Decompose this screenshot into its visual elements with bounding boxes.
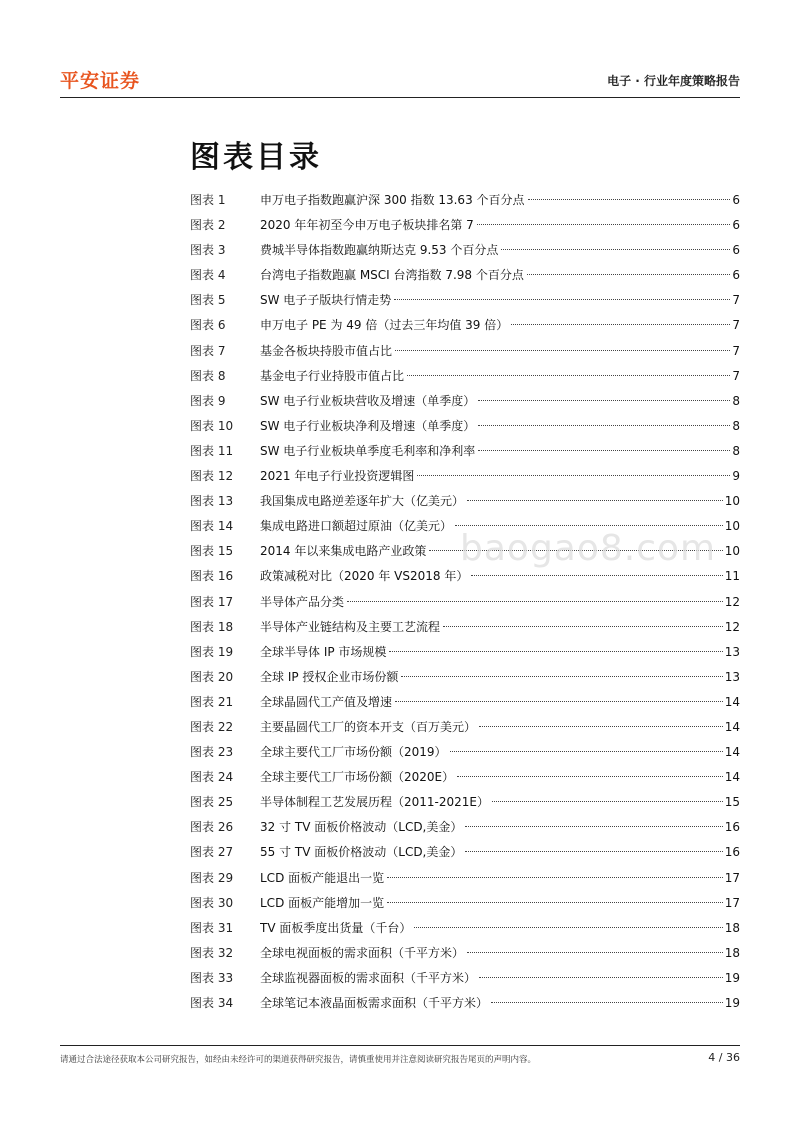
toc-dot-leader	[479, 726, 723, 727]
toc-entry-label: 图表 4	[190, 268, 226, 283]
toc-entry-label: 图表 20	[190, 669, 234, 684]
toc-entry-body	[260, 916, 740, 941]
report-type-label: 电子 · 行业年度策略报告	[607, 74, 740, 88]
toc-dot-leader	[414, 927, 722, 928]
toc-entry[interactable]	[190, 640, 740, 665]
toc-entry-title[interactable]: SW 电子子版块行情走势	[260, 293, 392, 308]
toc-dot-leader	[443, 626, 723, 627]
toc-entry-title[interactable]: 2021 年电子行业投资逻辑图	[260, 469, 415, 484]
toc-entry-title[interactable]: TV 面板季度出货量（千台）	[260, 920, 412, 935]
toc-entry-title[interactable]: 全球晶圆代工产值及增速	[260, 694, 393, 709]
toc-entry-title[interactable]: SW 电子行业板块营收及增速（单季度）	[260, 393, 476, 408]
toc-entry[interactable]	[190, 765, 740, 790]
toc-entry[interactable]	[190, 339, 740, 364]
toc-entry-body	[260, 840, 740, 865]
toc-dot-leader	[429, 550, 722, 551]
toc-entry-page[interactable]: 14	[724, 694, 740, 709]
toc-entry-body	[260, 238, 740, 263]
toc-entry-title[interactable]: 全球半导体 IP 市场规模	[260, 644, 387, 659]
toc-dot-leader	[395, 350, 730, 351]
toc-entry-title[interactable]: 32 寸 TV 面板价格波动（LCD,美金）	[260, 820, 463, 835]
watermark: baogao8.com	[460, 528, 717, 569]
toc-entry-body	[260, 941, 740, 966]
toc-entry-title[interactable]: 全球笔记本液晶面板需求面积（千平方米）	[260, 996, 489, 1010]
toc-dot-leader	[455, 525, 723, 526]
toc-entry-page[interactable]: 13	[724, 644, 740, 659]
toc-entry-page[interactable]: 10	[724, 494, 740, 509]
toc-entry-title[interactable]: SW 电子行业板块单季度毛利率和净利率	[260, 443, 476, 458]
toc-entry-page[interactable]: 6	[732, 243, 740, 258]
toc-entry-title[interactable]: 半导体产品分类	[260, 594, 345, 609]
toc-dot-leader	[511, 324, 730, 325]
toc-entry-title[interactable]: 全球 IP 授权企业市场份额	[260, 669, 399, 684]
toc-dot-leader	[528, 199, 731, 200]
toc-entry-page[interactable]: 11	[724, 569, 740, 584]
toc-entry-body	[260, 765, 740, 790]
toc-entry-page[interactable]: 16	[724, 820, 740, 835]
toc-entry-label: 图表 24	[190, 770, 234, 785]
toc-dot-leader	[501, 249, 730, 250]
toc-dot-leader	[471, 575, 722, 576]
toc-entry-title[interactable]: 全球监视器面板的需求面积（千平方米）	[260, 970, 477, 985]
toc-entry-label: 图表 11	[190, 443, 234, 458]
toc-entry-page[interactable]: 7	[732, 343, 740, 358]
toc-entry-label: 图表 15	[190, 544, 234, 559]
toc-entry[interactable]	[190, 188, 740, 213]
toc-entry[interactable]	[190, 815, 740, 840]
toc-entry[interactable]	[190, 991, 740, 1016]
toc-entry[interactable]	[190, 590, 740, 615]
page-title: 图表目录	[190, 140, 322, 175]
toc-entry-label: 图表 14	[190, 519, 234, 534]
toc-entry-label: 图表 6	[190, 318, 226, 333]
toc-entry-page[interactable]: 10	[724, 519, 740, 534]
toc-entry-body	[260, 615, 740, 640]
toc-entry-page[interactable]: 6	[732, 218, 740, 233]
toc-entry-label: 图表 22	[190, 719, 234, 734]
toc-entry-title[interactable]: 我国集成电路逆差逐年扩大（亿美元）	[260, 494, 465, 509]
header-divider	[60, 97, 740, 98]
toc-entry-label: 图表 18	[190, 619, 234, 634]
toc-entry-body	[260, 539, 740, 564]
toc-entry-page[interactable]: 8	[732, 418, 740, 433]
toc-dot-leader	[477, 224, 731, 225]
toc-dot-leader	[387, 902, 723, 903]
toc-entry[interactable]	[190, 715, 740, 740]
toc-entry-page[interactable]: 18	[724, 945, 740, 960]
toc-entry-page[interactable]: 13	[724, 669, 740, 684]
toc-entry-page[interactable]: 16	[724, 845, 740, 860]
toc-entry-body	[260, 866, 740, 891]
toc-entry-label: 图表 5	[190, 293, 226, 308]
toc-entry-label: 图表 19	[190, 644, 234, 659]
toc-entry-title[interactable]: LCD 面板产能退出一览	[260, 870, 385, 885]
toc-entry[interactable]	[190, 364, 740, 389]
page-header	[60, 66, 740, 96]
toc-entry-body	[260, 891, 740, 916]
toc-entry[interactable]	[190, 288, 740, 313]
toc-entry-body	[260, 263, 740, 288]
toc-entry-title[interactable]: 费城半导体指数跑赢纳斯达克 9.53 个百分点	[260, 243, 499, 258]
toc-entry-title[interactable]: 基金电子行业持股市值占比	[260, 368, 405, 383]
toc-entry-title[interactable]: 全球主要代工厂市场份额（2020E）	[260, 770, 455, 785]
toc-entry-label: 图表 27	[190, 845, 234, 860]
toc-entry-label: 图表 30	[190, 895, 234, 910]
toc-entry-body	[260, 665, 740, 690]
toc-entry-label: 图表 3	[190, 243, 226, 258]
toc-entry-page[interactable]: 6	[732, 268, 740, 283]
toc-entry-page[interactable]: 14	[724, 745, 740, 760]
toc-entry[interactable]	[190, 313, 740, 338]
toc-entry-body	[260, 640, 740, 665]
toc-entry-title[interactable]: 55 寸 TV 面板价格波动（LCD,美金）	[260, 845, 463, 860]
toc-entry-page[interactable]: 9	[732, 469, 740, 484]
toc-dot-leader	[401, 676, 722, 677]
toc-entry-body	[260, 514, 740, 539]
toc-entry-label: 图表 23	[190, 745, 234, 760]
toc-entry-body	[260, 815, 740, 840]
toc-entry-body	[260, 590, 740, 615]
toc-entry-label: 图表 32	[190, 945, 234, 960]
toc-entry-label: 图表 12	[190, 469, 234, 484]
toc-entry-body	[260, 564, 740, 589]
toc-entry-body	[260, 991, 740, 1016]
toc-dot-leader	[491, 1002, 723, 1003]
toc-entry-page[interactable]: 15	[724, 795, 740, 810]
toc-entry-page[interactable]: 14	[724, 770, 740, 785]
toc-dot-leader	[465, 826, 722, 827]
toc-entry[interactable]	[190, 941, 740, 966]
toc-entry-title[interactable]: LCD 面板产能增加一览	[260, 895, 385, 910]
toc-entry-page[interactable]: 10	[724, 544, 740, 559]
toc-entry-page[interactable]: 18	[724, 920, 740, 935]
toc-dot-leader	[479, 977, 723, 978]
toc-dot-leader	[465, 851, 722, 852]
toc-entry-body	[260, 313, 740, 338]
toc-entry-label: 图表 31	[190, 920, 234, 935]
toc-entry-body	[260, 690, 740, 715]
toc-dot-leader	[478, 425, 730, 426]
toc-entry-title[interactable]: 台湾电子指数跑赢 MSCI 台湾指数 7.98 个百分点	[260, 268, 524, 283]
figure-toc-list	[190, 188, 740, 1016]
toc-entry-page[interactable]: 6	[732, 193, 740, 207]
toc-entry-page[interactable]: 19	[724, 996, 740, 1010]
toc-dot-leader	[467, 500, 723, 501]
toc-dot-leader	[478, 450, 730, 451]
toc-entry-page[interactable]: 12	[724, 594, 740, 609]
toc-entry-body	[260, 339, 740, 364]
toc-entry[interactable]	[190, 439, 740, 464]
toc-dot-leader	[467, 952, 723, 953]
toc-entry-page[interactable]: 8	[732, 443, 740, 458]
toc-entry[interactable]	[190, 414, 740, 439]
toc-entry-label: 图表 1	[190, 193, 226, 207]
toc-entry[interactable]	[190, 916, 740, 941]
toc-entry-page[interactable]: 14	[724, 719, 740, 734]
toc-entry-body	[260, 966, 740, 991]
toc-entry-body	[260, 288, 740, 313]
toc-entry-page[interactable]: 7	[732, 368, 740, 383]
toc-entry-page[interactable]: 7	[732, 293, 740, 308]
toc-entry-title[interactable]: SW 电子行业板块净利及增速（单季度）	[260, 418, 476, 433]
toc-entry-title[interactable]: 集成电路进口额超过原油（亿美元）	[260, 519, 453, 534]
toc-entry-label: 图表 9	[190, 393, 226, 408]
toc-entry-label: 图表 25	[190, 795, 234, 810]
toc-entry[interactable]	[190, 464, 740, 489]
footer-disclaimer: 请通过合法途径获取本公司研究报告，如经由未经许可的渠道获得研究报告，请慎重使用并注意阅读研究报告尾页的声明内容。	[60, 1055, 537, 1065]
company-logo: 平安证券	[60, 70, 141, 92]
toc-entry-title[interactable]: 全球电视面板的需求面积（千平方米）	[260, 945, 465, 960]
toc-entry-page[interactable]: 19	[724, 970, 740, 985]
toc-entry-label: 图表 13	[190, 494, 234, 509]
toc-entry[interactable]	[190, 263, 740, 288]
toc-entry-title[interactable]: 申万电子指数跑赢沪深 300 指数 13.63 个百分点	[260, 193, 525, 207]
toc-dot-leader	[395, 701, 723, 702]
toc-entry-body	[260, 740, 740, 765]
toc-dot-leader	[450, 751, 723, 752]
toc-entry-page[interactable]: 8	[732, 393, 740, 408]
toc-entry-label: 图表 8	[190, 368, 226, 383]
toc-entry[interactable]	[190, 213, 740, 238]
toc-dot-leader	[394, 299, 730, 300]
toc-entry-title[interactable]: 主要晶圆代工厂的资本开支（百万美元）	[260, 719, 477, 734]
footer-divider	[60, 1045, 740, 1046]
toc-entry-title[interactable]: 半导体制程工艺发展历程（2011-2021E）	[260, 795, 489, 810]
toc-entry[interactable]	[190, 564, 740, 589]
toc-dot-leader	[417, 475, 730, 476]
toc-entry-body	[260, 188, 740, 213]
toc-dot-leader	[387, 877, 723, 878]
toc-entry-label: 图表 29	[190, 870, 234, 885]
toc-entry[interactable]	[190, 539, 740, 564]
toc-entry-title[interactable]: 全球主要代工厂市场份额（2019）	[260, 745, 447, 760]
toc-dot-leader	[347, 601, 723, 602]
toc-entry[interactable]	[190, 615, 740, 640]
toc-entry[interactable]	[190, 891, 740, 916]
toc-entry-body	[260, 389, 740, 414]
toc-entry-body	[260, 464, 740, 489]
toc-entry-body	[260, 439, 740, 464]
toc-entry-label: 图表 10	[190, 418, 234, 433]
toc-entry[interactable]	[190, 389, 740, 414]
toc-entry-title[interactable]: 申万电子 PE 为 49 倍（过去三年均值 39 倍）	[260, 318, 509, 333]
toc-entry-label: 图表 33	[190, 970, 234, 985]
toc-entry-title[interactable]: 2014 年以来集成电路产业政策	[260, 544, 427, 559]
toc-entry-label: 图表 7	[190, 343, 226, 358]
toc-entry-label: 图表 17	[190, 594, 234, 609]
toc-dot-leader	[478, 400, 730, 401]
toc-entry-body	[260, 213, 740, 238]
toc-entry[interactable]	[190, 238, 740, 263]
toc-entry-body	[260, 489, 740, 514]
toc-entry-title[interactable]: 政策减税对比（2020 年 VS2018 年）	[260, 569, 469, 584]
toc-entry-body	[260, 790, 740, 815]
toc-entry[interactable]	[190, 790, 740, 815]
toc-dot-leader	[389, 651, 722, 652]
toc-entry-label: 图表 21	[190, 694, 234, 709]
toc-entry[interactable]	[190, 514, 740, 539]
toc-entry-page[interactable]: 7	[732, 318, 740, 333]
toc-entry-title[interactable]: 半导体产业链结构及主要工艺流程	[260, 619, 441, 634]
toc-entry-body	[260, 414, 740, 439]
toc-entry[interactable]	[190, 665, 740, 690]
toc-entry-body	[260, 364, 740, 389]
toc-entry[interactable]	[190, 690, 740, 715]
toc-dot-leader	[407, 375, 730, 376]
page-number: 4 / 36	[708, 1051, 740, 1064]
toc-entry[interactable]	[190, 840, 740, 865]
toc-entry-page[interactable]: 12	[724, 619, 740, 634]
toc-entry-body	[260, 715, 740, 740]
toc-entry-label: 图表 16	[190, 569, 234, 584]
toc-entry-title[interactable]: 2020 年年初至今申万电子板块排名第 7	[260, 218, 474, 233]
toc-entry-label: 图表 34	[190, 996, 234, 1010]
toc-dot-leader	[492, 801, 723, 802]
toc-entry-label: 图表 2	[190, 218, 226, 233]
toc-entry-page[interactable]: 17	[724, 870, 740, 885]
toc-entry[interactable]	[190, 866, 740, 891]
toc-entry-title[interactable]: 基金各板块持股市值占比	[260, 343, 393, 358]
toc-dot-leader	[527, 274, 730, 275]
toc-entry[interactable]	[190, 740, 740, 765]
toc-dot-leader	[457, 776, 723, 777]
toc-entry[interactable]	[190, 489, 740, 514]
toc-entry-page[interactable]: 17	[724, 895, 740, 910]
toc-entry-label: 图表 26	[190, 820, 234, 835]
toc-entry[interactable]	[190, 966, 740, 991]
